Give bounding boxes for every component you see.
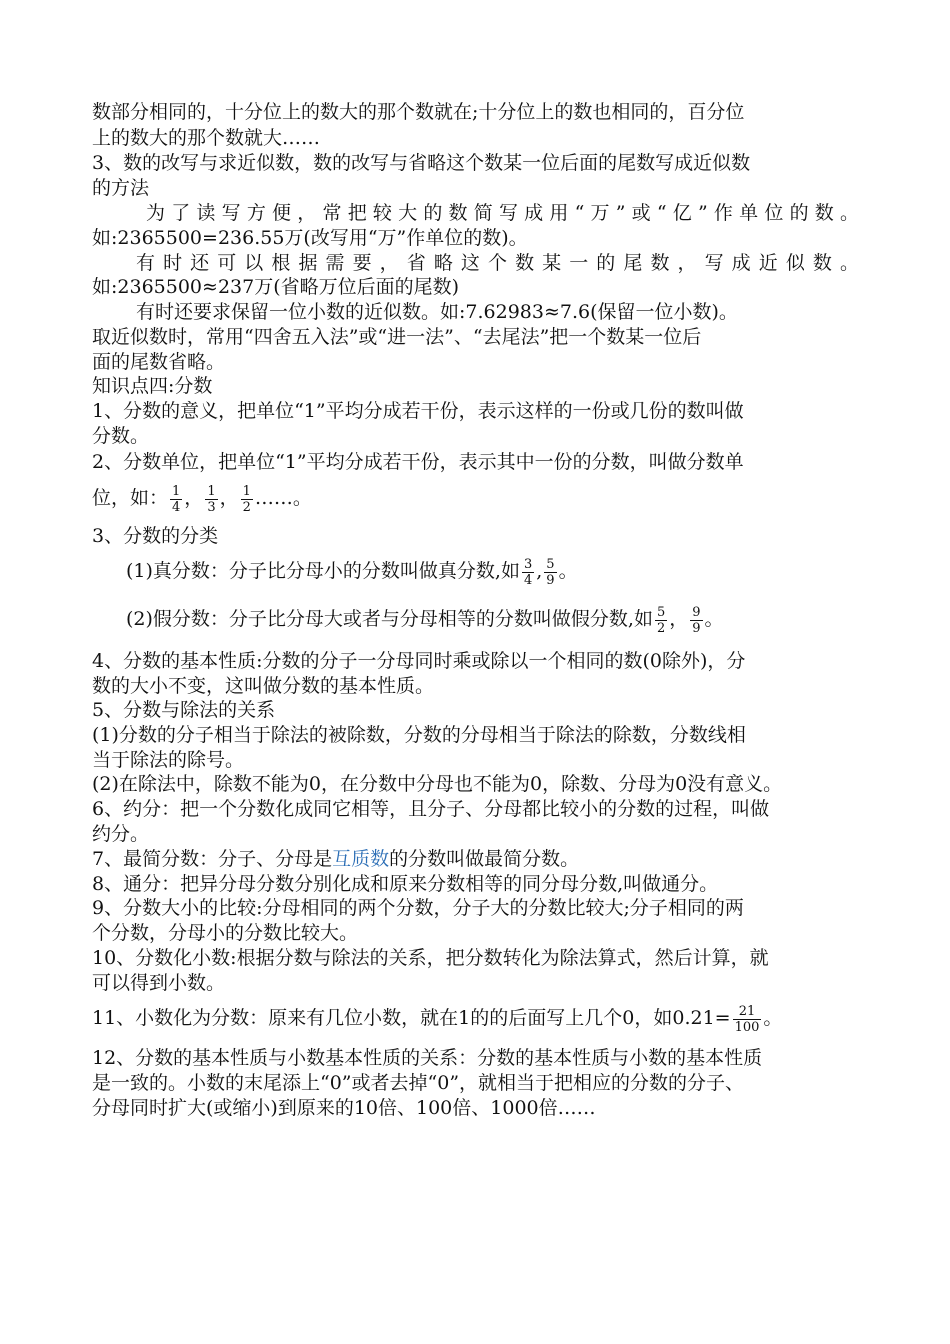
numerator: 5 [656,604,666,620]
fraction [522,557,534,588]
unit-example-line [92,478,312,518]
text-span: (1)真分数：分子比分母小的分数叫做真分数,如 [126,560,520,582]
text-line: 为了读写方便，常把较大的数简写成用“万”或“亿”作单位的数。 [146,202,859,224]
section-heading: 知识点四:分数 [92,375,213,397]
denominator: 9 [546,572,555,588]
separator: ， [184,487,204,509]
text-span: 的分数叫做最简分数。 [389,848,580,870]
text-line: 个分数，分母小的分数比较大。 [92,922,359,944]
text-line: 的方法 [92,177,150,199]
text-span: 。 [558,560,578,582]
simplest-fraction-line [92,847,579,871]
numerator: 5 [546,556,555,572]
text-line: 2、分数单位，把单位“1”平均分成若干份，表示其中一份的分数，叫做分数单 [92,451,744,473]
text-line: 数部分相同的，十分位上的数大的那个数就在;十分位上的数也相同的，百分位 [92,101,745,123]
fraction [241,484,253,515]
fraction [170,484,182,515]
text-line: 数的大小不变，这叫做分数的基本性质。 [92,675,435,697]
text-line: 可以得到小数。 [92,972,226,994]
section-heading: 5、分数与除法的关系 [92,699,276,721]
improper-fraction-line [126,599,724,639]
text-line: 6、约分：把一个分数化成同它相等，且分子、分母都比较小的分数的过程，叫做 [92,798,770,820]
text-line: (1)分数的分子相当于除法的被除数，分数的分母相当于除法的除数，分数线相 [92,724,746,746]
text-line: 1、分数的意义，把单位“1”平均分成若干份，表示这样的一份或几份的数叫做 [92,400,744,422]
text-span: 位，如： [92,487,169,509]
text-line: 10、分数化小数:根据分数与除法的关系，把分数转化为除法算式，然后计算，就 [92,947,769,969]
separator: , [536,560,543,582]
proper-fraction-line [126,551,578,591]
text-line: 面的尾数省略。 [92,351,226,373]
text-line: 如:2365500≈237万(省略万位后面的尾数) [92,276,460,298]
numerator: 1 [172,483,181,499]
text-line: 分母同时扩大(或缩小)到原来的10倍、100倍、1000倍…… [92,1097,596,1119]
denominator: 9 [692,620,701,636]
section-heading: 3、分数的分类 [92,525,219,547]
numerator: 21 [738,1003,756,1019]
separator: ， [219,487,239,509]
numerator: 1 [242,483,251,499]
denominator: 4 [172,499,181,515]
text-line: 9、分数大小的比较:分母相同的两个分数，分子大的分数比较大;分子相同的两 [92,897,744,919]
text-span: 11、小数化为分数：原来有几位小数，就在1的的后面写上几个0，如0.21= [92,1007,731,1029]
denominator: 2 [242,499,251,515]
fraction [655,605,667,636]
numerator: 3 [523,556,533,572]
fraction [690,605,702,636]
text-line: 分数。 [92,425,150,447]
text-line: 如:2365500=236.55万(改写用“万”作单位的数)。 [92,227,528,249]
denominator: 3 [207,499,216,515]
text-span: (2)假分数：分子比分母大或者与分母相等的分数叫做假分数,如 [126,608,653,630]
text-span: ……。 [254,487,312,509]
separator: ， [669,608,689,630]
denominator: 2 [656,620,666,636]
text-line: 12、分数的基本性质与小数基本性质的关系：分数的基本性质与小数的基本性质 [92,1047,763,1069]
text-span: 。 [704,608,724,630]
text-line: 有时还可以根据需要，省略这个数某一的尾数，写成近似数。 [136,252,859,274]
text-line: 取近似数时，常用“四舍五入法”或“进一法”、“去尾法”把一个数某一位后 [92,326,702,348]
numerator: 1 [207,483,216,499]
text-line: (2)在除法中，除数不能为0，在分数中分母也不能为0，除数、分母为0没有意义。 [92,773,783,795]
text-line: 约分。 [92,823,150,845]
coprime-link[interactable]: 互质数 [332,848,390,870]
text-line: 8、通分：把异分母分数分别化成和原来分数相等的同分母分数,叫做通分。 [92,873,719,895]
text-span: 7、最简分数：分子、分母是 [92,848,333,870]
fraction [544,557,556,588]
fraction [733,1004,762,1035]
decimal-to-fraction-line [92,998,782,1038]
text-span: 。 [763,1007,783,1029]
numerator: 9 [692,604,701,620]
denominator: 100 [734,1019,760,1035]
text-line: 4、分数的基本性质:分数的分子一分母同时乘或除以一个相同的数(0除外)，分 [92,650,746,672]
text-line: 是一致的。小数的末尾添上“0”或者去掉“0”，就相当于把相应的分数的分子、 [92,1072,745,1094]
text-line: 上的数大的那个数就大…… [92,127,321,149]
section-heading: 3、数的改写与求近似数，数的改写与省略这个数某一位后面的尾数写成近似数 [92,152,751,174]
fraction [205,484,217,515]
denominator: 4 [523,572,533,588]
text-line: 当于除法的除号。 [92,749,245,771]
text-line: 有时还要求保留一位小数的近似数。如:7.62983≈7.6(保留一位小数)。 [136,301,738,323]
